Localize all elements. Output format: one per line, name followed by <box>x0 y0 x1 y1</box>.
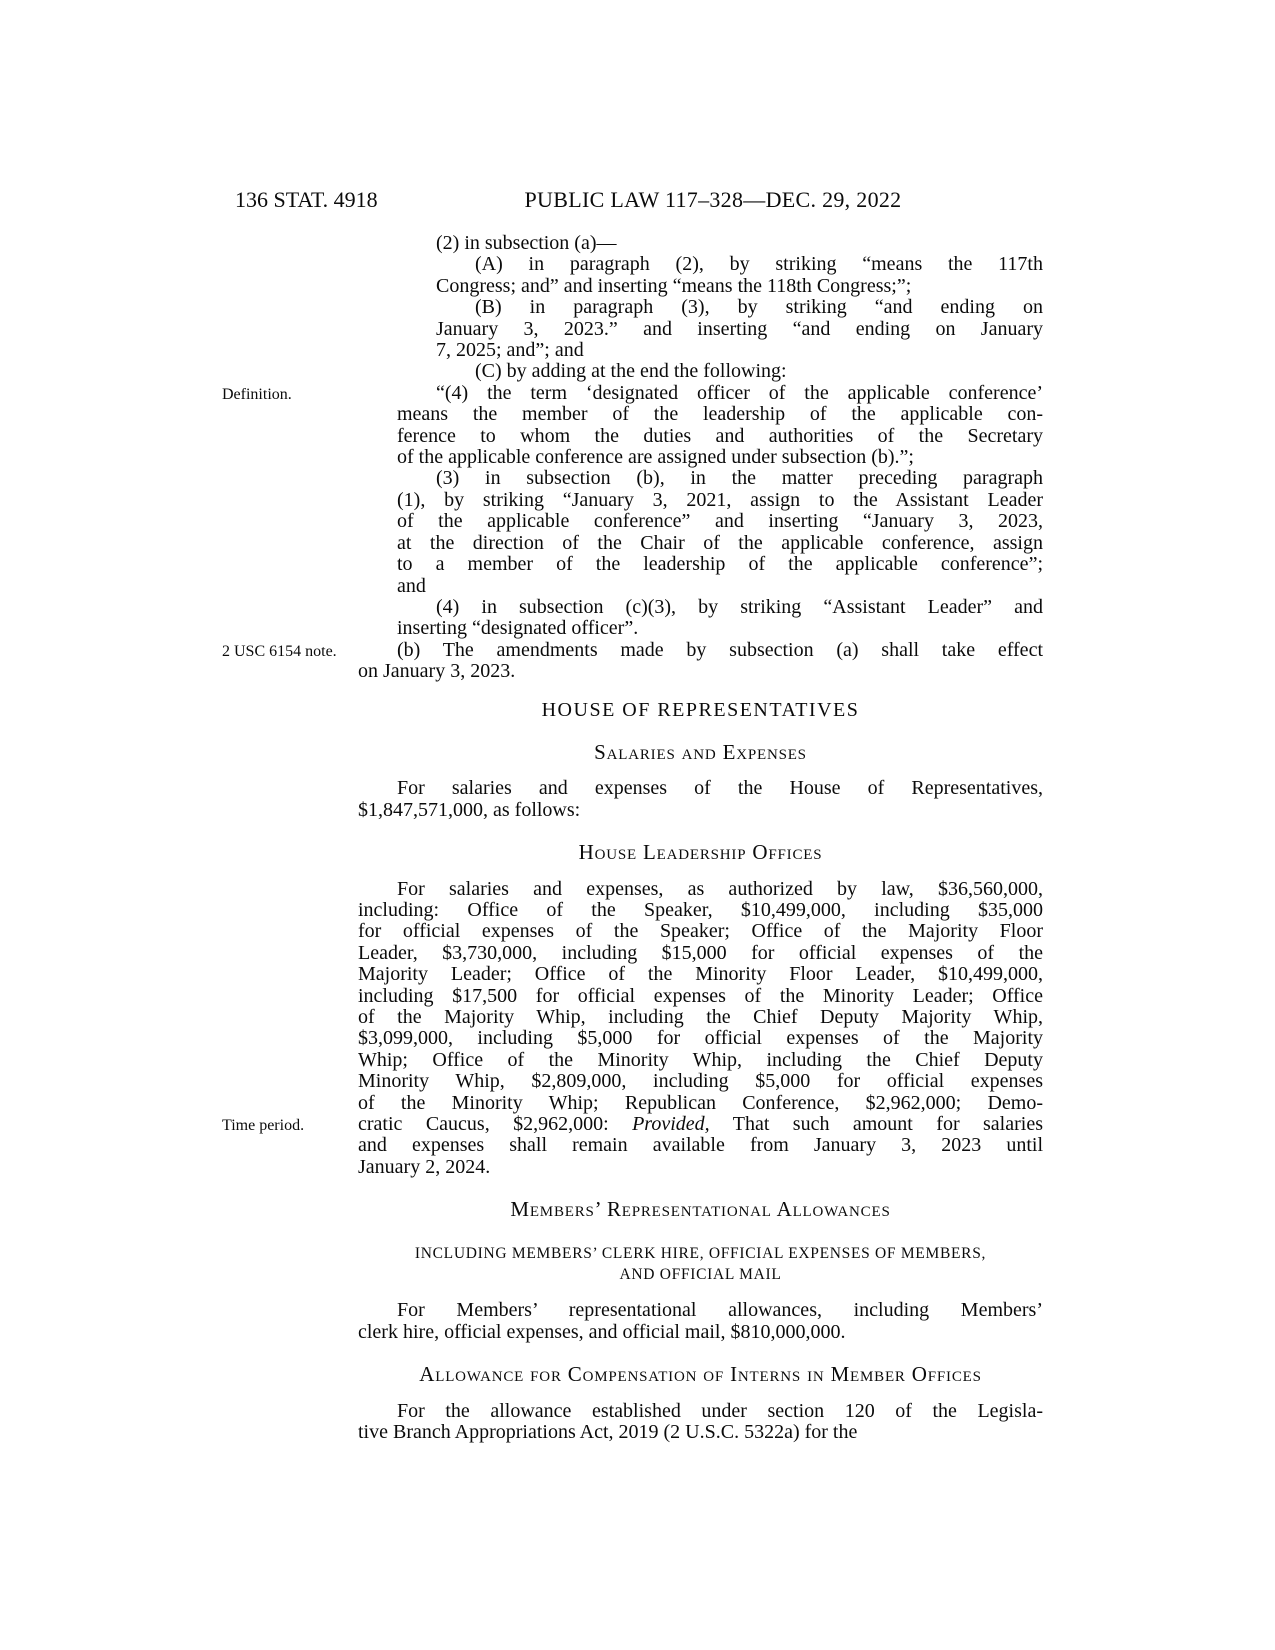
account-heading: Salaries and Expenses <box>594 739 807 764</box>
text-line: For salaries and expenses of the House of Representatives, <box>397 777 1043 800</box>
account-heading: Members’ Representational Allowances <box>510 1197 891 1222</box>
text-line: tive Branch Appropriations Act, 2019 (2 U.S.C. 5322a) for the <box>358 1421 858 1444</box>
text-line: (3) in subsection (b), in the matter preceding paragraph <box>436 467 1043 490</box>
text-line: For the allowance established under section 120 of the Legisla- <box>397 1399 1043 1422</box>
text-segment: That such amount for salaries <box>709 1113 1043 1136</box>
account-heading: Allowance for Compensation of Interns in Member Offices <box>419 1362 982 1387</box>
text-line: ference to whom the duties and authorities of the Secretary <box>397 424 1043 447</box>
text-line: (1), by striking “January 3, 2021, assign to the Assistant Leader <box>397 488 1043 511</box>
text-line: of the Minority Whip; Republican Conference, $2,962,000; Demo- <box>358 1091 1043 1114</box>
running-head-law-title: PUBLIC LAW 117–328—DEC. 29, 2022 <box>524 187 902 212</box>
text-line: of the applicable conference are assigned under subsection (b).”; <box>397 446 914 469</box>
page-stat-number: 136 STAT. 4918 <box>235 187 378 212</box>
text-line: and <box>397 574 426 597</box>
text-line: 7, 2025; and”; and <box>436 339 584 362</box>
text-line: For salaries and expenses, as authorized by law, $36,560,000, <box>397 877 1043 900</box>
account-subheading <box>358 1243 1043 1286</box>
text-line: including: Office of the Speaker, $10,499,000, including $35,000 <box>358 898 1043 921</box>
text-line: Majority Leader; Office of the Minority Floor Leader, $10,499,000, <box>358 963 1043 986</box>
italic-text: Provided, <box>632 1113 710 1136</box>
paragraph <box>358 254 1043 297</box>
text-line: “(4) the term ‘designated officer of the applicable conference’ <box>436 381 1043 404</box>
text-line: January 3, 2023.” and inserting “and ending on January <box>436 317 1043 340</box>
text-line: (2) in subsection (a)— <box>436 232 617 254</box>
text-line: inserting “designated officer”. <box>397 617 639 640</box>
paragraph <box>358 383 1043 469</box>
text-line: and expenses shall remain available from January 3, 2023 until <box>358 1134 1043 1157</box>
text-line: (A) in paragraph (2), by striking “means the 117th <box>475 253 1043 276</box>
text-line: including $17,500 for official expenses of the Minority Leader; Office <box>358 984 1043 1007</box>
text-line: clerk hire, official expenses, and official mail, $810,000,000. <box>358 1320 846 1343</box>
section-heading: HOUSE OF REPRESENTATIVES <box>541 698 860 721</box>
paragraph <box>358 879 1043 1179</box>
paragraph <box>358 233 1043 254</box>
text-line <box>358 1114 1043 1135</box>
text-line: For Members’ representational allowances, including Members’ <box>397 1299 1043 1322</box>
text-segment: cratic Caucus, $2,962,000: <box>358 1113 633 1136</box>
paragraph <box>358 640 1043 683</box>
paragraph <box>358 297 1043 361</box>
text-line: of the Majority Whip, including the Chief Deputy Majority Whip, <box>358 1006 1043 1028</box>
text-line: Minority Whip, $2,809,000, including $5,000 for official expenses <box>358 1070 1043 1093</box>
paragraph <box>358 1300 1043 1343</box>
text-line: for official expenses of the Speaker; Office of the Majority Floor <box>358 920 1043 943</box>
text-line: INCLUDING MEMBERS’ CLERK HIRE, OFFICIAL EXPENSES OF MEMBERS, <box>414 1244 987 1262</box>
text-line: (b) The amendments made by subsection (a) shall take effect <box>397 638 1043 661</box>
margin-note-time-period: Time period. <box>222 1117 305 1134</box>
paragraph <box>358 361 1043 382</box>
margin-note-usc-citation: 2 USC 6154 note. <box>222 643 337 660</box>
paragraph <box>358 778 1043 821</box>
text-line: January 2, 2024. <box>358 1155 491 1178</box>
text-line: (B) in paragraph (3), by striking “and ending on <box>475 296 1043 319</box>
content-column <box>358 233 1043 1444</box>
text-line: of the applicable conference” and inserting “January 3, 2023, <box>397 510 1043 533</box>
text-line: AND OFFICIAL MAIL <box>619 1266 782 1284</box>
text-line: $3,099,000, including $5,000 for official expenses of the Majority <box>358 1027 1043 1050</box>
text-line: on January 3, 2023. <box>358 660 516 683</box>
paragraph <box>358 468 1043 596</box>
text-line: Leader, $3,730,000, including $15,000 for official expenses of the <box>358 941 1043 964</box>
text-line: Whip; Office of the Minority Whip, including the Chief Deputy <box>358 1048 1043 1071</box>
paragraph <box>358 1401 1043 1444</box>
paragraph <box>358 597 1043 640</box>
text-line: Congress; and” and inserting “means the 118th Congress;”; <box>436 274 912 297</box>
text-line: at the direction of the Chair of the applicable conference, assign <box>397 531 1043 554</box>
text-line: (4) in subsection (c)(3), by striking “Assistant Leader” and <box>436 595 1043 618</box>
text-line: to a member of the leadership of the applicable conference”; <box>397 553 1043 576</box>
text-line: (C) by adding at the end the following: <box>475 360 787 383</box>
account-heading: House Leadership Offices <box>578 840 823 865</box>
text-line: $1,847,571,000, as follows: <box>358 798 581 821</box>
text-line: means the member of the leadership of the applicable con- <box>397 403 1043 426</box>
margin-note-definition: Definition. <box>222 386 292 403</box>
